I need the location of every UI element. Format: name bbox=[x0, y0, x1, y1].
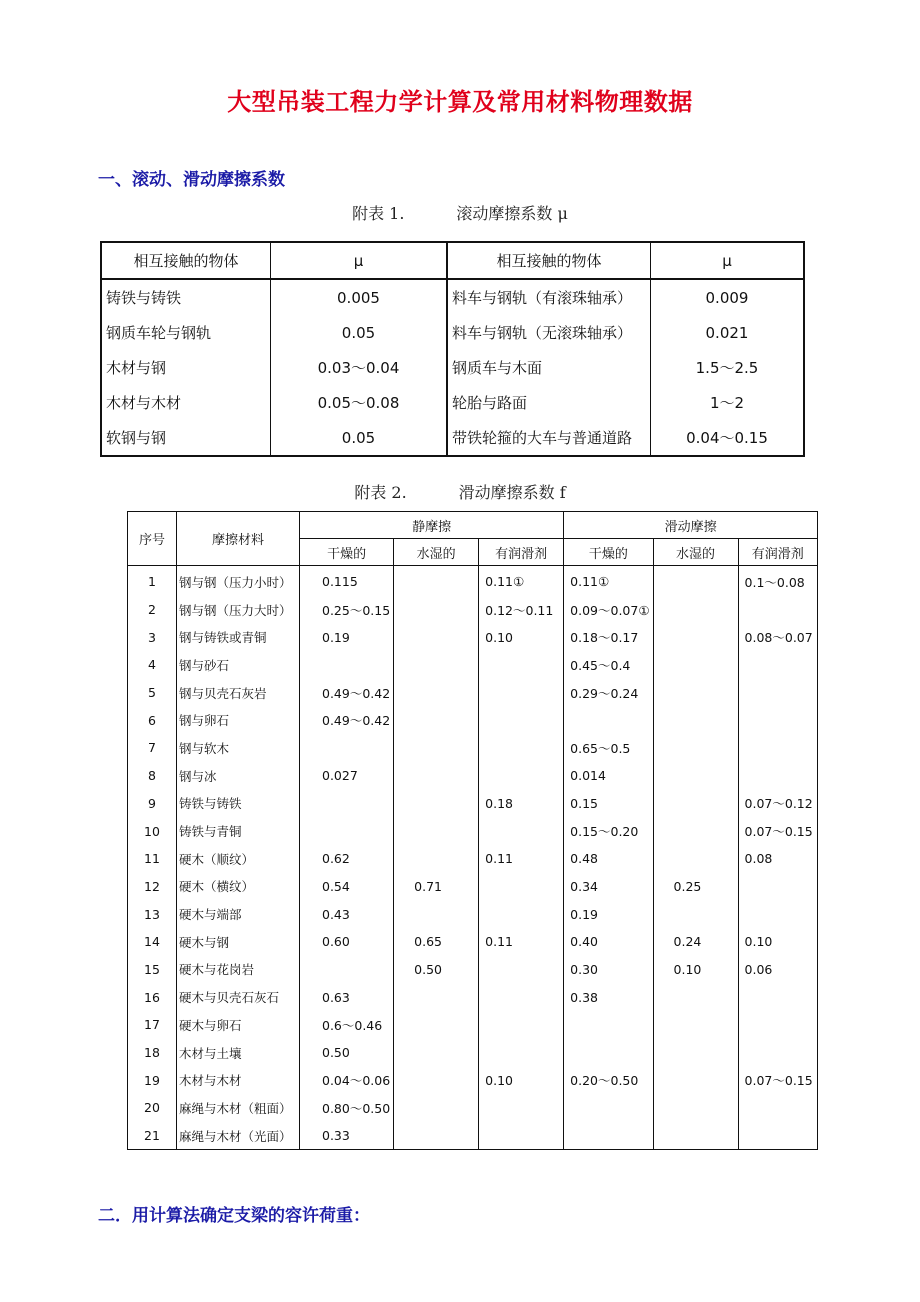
material-cell: 硬木与端部 bbox=[177, 900, 300, 928]
material-cell: 硬木（顺纹） bbox=[177, 845, 300, 873]
table-cell: 轮胎与路面 bbox=[447, 385, 651, 420]
table-row bbox=[101, 350, 804, 385]
value-cell: 0.34 bbox=[564, 873, 653, 901]
value-cell bbox=[564, 1094, 653, 1122]
value-cell: 0.19 bbox=[300, 623, 394, 651]
value-cell bbox=[479, 706, 564, 734]
value-cell: 0.33 bbox=[300, 1122, 394, 1150]
table-cell: 铸铁与铸铁 bbox=[101, 279, 271, 315]
table-cell: 0.05 bbox=[271, 315, 448, 350]
value-cell bbox=[653, 900, 738, 928]
table-row bbox=[128, 1011, 818, 1039]
row-number: 3 bbox=[128, 623, 177, 651]
value-cell bbox=[394, 1122, 479, 1150]
value-cell bbox=[300, 817, 394, 845]
row-number: 21 bbox=[128, 1122, 177, 1150]
column-header: μ bbox=[651, 242, 805, 279]
value-cell bbox=[653, 1094, 738, 1122]
table-row bbox=[101, 420, 804, 456]
column-subheader: 有润滑剂 bbox=[479, 539, 564, 566]
value-cell: 0.40 bbox=[564, 928, 653, 956]
value-cell bbox=[738, 1122, 817, 1150]
material-cell: 硬木与钢 bbox=[177, 928, 300, 956]
value-cell bbox=[479, 1094, 564, 1122]
material-cell: 硬木（横纹） bbox=[177, 873, 300, 901]
value-cell bbox=[653, 623, 738, 651]
material-cell: 木材与土壤 bbox=[177, 1039, 300, 1067]
value-cell: 0.19 bbox=[564, 900, 653, 928]
value-cell bbox=[394, 679, 479, 707]
table-cell: 0.04～0.15 bbox=[686, 429, 768, 447]
page-title: 大型吊装工程力学计算及常用材料物理数据 bbox=[227, 88, 693, 116]
table1-caption-label: 附表 1. bbox=[352, 204, 405, 223]
value-cell bbox=[653, 679, 738, 707]
table-row bbox=[128, 956, 818, 984]
column-header-static: 静摩擦 bbox=[300, 512, 564, 539]
row-number: 7 bbox=[128, 734, 177, 762]
value-cell bbox=[479, 651, 564, 679]
value-cell bbox=[738, 1039, 817, 1067]
row-number: 12 bbox=[128, 873, 177, 901]
value-cell bbox=[738, 873, 817, 901]
column-subheader: 水湿的 bbox=[394, 539, 479, 566]
value-cell: 0.10 bbox=[653, 956, 738, 984]
material-cell: 钢与贝壳石灰岩 bbox=[177, 679, 300, 707]
value-cell bbox=[653, 566, 738, 596]
row-number: 14 bbox=[128, 928, 177, 956]
rolling-friction-table bbox=[100, 241, 805, 457]
value-cell bbox=[738, 734, 817, 762]
table-header-row bbox=[101, 242, 804, 279]
value-cell bbox=[394, 623, 479, 651]
value-cell: 0.65 bbox=[394, 928, 479, 956]
table1-caption-text: 滚动摩擦系数 μ bbox=[456, 204, 568, 223]
table-row bbox=[128, 1122, 818, 1150]
column-header: 相互接触的物体 bbox=[101, 242, 271, 279]
table-cell: 0.005 bbox=[271, 279, 448, 315]
column-header-number: 序号 bbox=[128, 512, 177, 566]
value-cell: 0.10 bbox=[479, 623, 564, 651]
value-cell: 0.62 bbox=[300, 845, 394, 873]
value-cell: 0.15～0.20 bbox=[564, 817, 653, 845]
value-cell bbox=[479, 956, 564, 984]
table-cell: 木材与木材 bbox=[101, 385, 271, 420]
value-cell: 0.71 bbox=[394, 873, 479, 901]
value-cell: 0.10 bbox=[738, 928, 817, 956]
row-number: 10 bbox=[128, 817, 177, 845]
table-row bbox=[128, 1094, 818, 1122]
material-cell: 麻绳与木材（粗面） bbox=[177, 1094, 300, 1122]
table1-caption bbox=[0, 201, 920, 224]
value-cell bbox=[564, 1011, 653, 1039]
table-row bbox=[128, 928, 818, 956]
value-cell bbox=[653, 1122, 738, 1150]
value-cell bbox=[564, 1039, 653, 1067]
row-number: 9 bbox=[128, 790, 177, 818]
table-cell: 0.021 bbox=[705, 323, 749, 342]
table-row bbox=[128, 762, 818, 790]
table-cell: 钢质车轮与钢轨 bbox=[101, 315, 271, 350]
value-cell: 0.07～0.12 bbox=[738, 790, 817, 818]
value-cell bbox=[300, 790, 394, 818]
value-cell: 0.10 bbox=[479, 1066, 564, 1094]
table-row bbox=[128, 1039, 818, 1067]
table-row bbox=[128, 706, 818, 734]
table2-caption-text: 滑动摩擦系数 f bbox=[458, 483, 566, 502]
value-cell bbox=[479, 1122, 564, 1150]
value-cell bbox=[738, 651, 817, 679]
value-cell: 0.50 bbox=[300, 1039, 394, 1067]
material-cell: 钢与砂石 bbox=[177, 651, 300, 679]
value-cell bbox=[653, 706, 738, 734]
value-cell bbox=[738, 1094, 817, 1122]
material-cell: 钢与软木 bbox=[177, 734, 300, 762]
table-cell: 0.009 bbox=[705, 288, 749, 307]
value-cell: 0.60 bbox=[300, 928, 394, 956]
material-cell: 硬木与花岗岩 bbox=[177, 956, 300, 984]
table-cell: 0.05 bbox=[271, 420, 448, 456]
value-cell bbox=[653, 651, 738, 679]
value-cell bbox=[394, 762, 479, 790]
column-header-sliding: 滑动摩擦 bbox=[564, 512, 818, 539]
value-cell bbox=[479, 734, 564, 762]
value-cell: 0.18 bbox=[479, 790, 564, 818]
value-cell bbox=[653, 734, 738, 762]
value-cell bbox=[479, 900, 564, 928]
value-cell bbox=[738, 1011, 817, 1039]
value-cell: 0.06 bbox=[738, 956, 817, 984]
material-cell: 硬木与卵石 bbox=[177, 1011, 300, 1039]
value-cell: 0.6～0.46 bbox=[300, 1011, 394, 1039]
column-header: 相互接触的物体 bbox=[447, 242, 651, 279]
sliding-friction-table bbox=[127, 511, 818, 1150]
value-cell bbox=[564, 1122, 653, 1150]
value-cell: 0.50 bbox=[394, 956, 479, 984]
table-row bbox=[128, 596, 818, 624]
table-cell: 1.5～2.5 bbox=[695, 359, 759, 377]
value-cell: 0.30 bbox=[564, 956, 653, 984]
material-cell: 钢与钢（压力大时） bbox=[177, 596, 300, 624]
value-cell bbox=[738, 679, 817, 707]
value-cell: 0.15 bbox=[564, 790, 653, 818]
value-cell bbox=[394, 983, 479, 1011]
material-cell: 钢与钢（压力小时） bbox=[177, 566, 300, 596]
column-subheader: 有润滑剂 bbox=[738, 539, 817, 566]
row-number: 6 bbox=[128, 706, 177, 734]
column-subheader: 干燥的 bbox=[564, 539, 653, 566]
table-row bbox=[128, 873, 818, 901]
value-cell bbox=[394, 790, 479, 818]
value-cell bbox=[653, 1011, 738, 1039]
value-cell: 0.11 bbox=[479, 845, 564, 873]
value-cell: 0.18～0.17 bbox=[564, 623, 653, 651]
value-cell: 0.027 bbox=[300, 762, 394, 790]
material-cell: 木材与木材 bbox=[177, 1066, 300, 1094]
value-cell: 0.11 bbox=[479, 928, 564, 956]
value-cell bbox=[738, 762, 817, 790]
value-cell bbox=[479, 817, 564, 845]
value-cell bbox=[653, 790, 738, 818]
value-cell: 0.07～0.15 bbox=[738, 817, 817, 845]
value-cell: 0.12～0.11 bbox=[479, 596, 564, 624]
column-header-material: 摩擦材料 bbox=[177, 512, 300, 566]
value-cell bbox=[394, 734, 479, 762]
table-header-row bbox=[128, 512, 818, 539]
row-number: 8 bbox=[128, 762, 177, 790]
value-cell bbox=[738, 900, 817, 928]
value-cell: 0.80～0.50 bbox=[300, 1094, 394, 1122]
value-cell: 0.43 bbox=[300, 900, 394, 928]
value-cell bbox=[394, 596, 479, 624]
value-cell: 0.1～0.08 bbox=[738, 566, 817, 596]
table2-caption-label: 附表 2. bbox=[354, 483, 407, 502]
value-cell: 0.25～0.15 bbox=[300, 596, 394, 624]
table-row bbox=[128, 734, 818, 762]
value-cell bbox=[300, 651, 394, 679]
table-row bbox=[128, 983, 818, 1011]
table-cell: 料车与钢轨（有滚珠轴承） bbox=[447, 279, 651, 315]
material-cell: 钢与铸铁或青铜 bbox=[177, 623, 300, 651]
value-cell bbox=[479, 873, 564, 901]
value-cell: 0.25 bbox=[653, 873, 738, 901]
table-cell: 木材与钢 bbox=[101, 350, 271, 385]
table-row bbox=[128, 845, 818, 873]
table-row bbox=[101, 385, 804, 420]
value-cell: 0.49～0.42 bbox=[300, 706, 394, 734]
material-cell: 硬木与贝壳石灰石 bbox=[177, 983, 300, 1011]
table-row bbox=[128, 679, 818, 707]
value-cell: 0.29～0.24 bbox=[564, 679, 653, 707]
row-number: 20 bbox=[128, 1094, 177, 1122]
value-cell bbox=[300, 734, 394, 762]
value-cell bbox=[394, 1094, 479, 1122]
row-number: 11 bbox=[128, 845, 177, 873]
table-row bbox=[128, 623, 818, 651]
value-cell bbox=[653, 817, 738, 845]
value-cell: 0.49～0.42 bbox=[300, 679, 394, 707]
column-header: μ bbox=[271, 242, 448, 279]
value-cell: 0.45～0.4 bbox=[564, 651, 653, 679]
value-cell bbox=[300, 956, 394, 984]
table-row bbox=[101, 279, 804, 315]
value-cell bbox=[394, 706, 479, 734]
value-cell bbox=[479, 762, 564, 790]
value-cell: 0.014 bbox=[564, 762, 653, 790]
table-row bbox=[128, 1066, 818, 1094]
material-cell: 铸铁与青铜 bbox=[177, 817, 300, 845]
row-number: 17 bbox=[128, 1011, 177, 1039]
value-cell: 0.65～0.5 bbox=[564, 734, 653, 762]
value-cell: 0.48 bbox=[564, 845, 653, 873]
value-cell: 0.38 bbox=[564, 983, 653, 1011]
table-row bbox=[128, 900, 818, 928]
column-subheader: 干燥的 bbox=[300, 539, 394, 566]
value-cell: 0.115 bbox=[300, 566, 394, 596]
value-cell bbox=[653, 1039, 738, 1067]
value-cell bbox=[394, 817, 479, 845]
value-cell bbox=[394, 845, 479, 873]
value-cell: 0.11① bbox=[564, 566, 653, 596]
table-cell: 0.05～0.08 bbox=[271, 385, 448, 420]
row-number: 19 bbox=[128, 1066, 177, 1094]
table-row bbox=[128, 651, 818, 679]
value-cell bbox=[394, 1011, 479, 1039]
value-cell bbox=[738, 983, 817, 1011]
value-cell bbox=[479, 679, 564, 707]
row-number: 2 bbox=[128, 596, 177, 624]
value-cell: 0.24 bbox=[653, 928, 738, 956]
value-cell bbox=[394, 1066, 479, 1094]
table-row bbox=[128, 566, 818, 596]
material-cell: 钢与卵石 bbox=[177, 706, 300, 734]
table-row bbox=[128, 817, 818, 845]
column-subheader: 水湿的 bbox=[653, 539, 738, 566]
value-cell: 0.20～0.50 bbox=[564, 1066, 653, 1094]
value-cell bbox=[653, 596, 738, 624]
value-cell: 0.09～0.07① bbox=[564, 596, 653, 624]
value-cell bbox=[564, 706, 653, 734]
table-cell: 料车与钢轨（无滚珠轴承） bbox=[447, 315, 651, 350]
row-number: 15 bbox=[128, 956, 177, 984]
value-cell: 0.08～0.07 bbox=[738, 623, 817, 651]
table-cell: 带铁轮箍的大车与普通道路 bbox=[447, 420, 651, 456]
material-cell: 钢与冰 bbox=[177, 762, 300, 790]
value-cell bbox=[653, 983, 738, 1011]
table-cell: 0.03～0.04 bbox=[271, 350, 448, 385]
value-cell: 0.04～0.06 bbox=[300, 1066, 394, 1094]
table-cell: 软钢与钢 bbox=[101, 420, 271, 456]
row-number: 16 bbox=[128, 983, 177, 1011]
value-cell bbox=[653, 762, 738, 790]
material-cell: 铸铁与铸铁 bbox=[177, 790, 300, 818]
section-heading-friction: 一、滚动、滑动摩擦系数 bbox=[98, 170, 285, 190]
value-cell bbox=[738, 706, 817, 734]
value-cell bbox=[738, 596, 817, 624]
table-row bbox=[128, 790, 818, 818]
row-number: 18 bbox=[128, 1039, 177, 1067]
value-cell: 0.07～0.15 bbox=[738, 1066, 817, 1094]
table-cell: 1～2 bbox=[709, 394, 745, 412]
value-cell: 0.08 bbox=[738, 845, 817, 873]
section-heading-beam-load: 二．用计算法确定支梁的容许荷重： bbox=[98, 1206, 370, 1226]
value-cell: 0.63 bbox=[300, 983, 394, 1011]
value-cell bbox=[653, 1066, 738, 1094]
material-cell: 麻绳与木材（光面） bbox=[177, 1122, 300, 1150]
row-number: 1 bbox=[128, 566, 177, 596]
value-cell: 0.11① bbox=[479, 566, 564, 596]
value-cell bbox=[479, 983, 564, 1011]
value-cell bbox=[394, 1039, 479, 1067]
table-cell: 钢质车与木面 bbox=[447, 350, 651, 385]
table-row bbox=[101, 315, 804, 350]
row-number: 4 bbox=[128, 651, 177, 679]
row-number: 5 bbox=[128, 679, 177, 707]
value-cell bbox=[394, 566, 479, 596]
value-cell bbox=[479, 1011, 564, 1039]
value-cell bbox=[653, 845, 738, 873]
value-cell bbox=[479, 1039, 564, 1067]
table2-caption bbox=[0, 480, 920, 503]
value-cell bbox=[394, 900, 479, 928]
value-cell: 0.54 bbox=[300, 873, 394, 901]
row-number: 13 bbox=[128, 900, 177, 928]
value-cell bbox=[394, 651, 479, 679]
